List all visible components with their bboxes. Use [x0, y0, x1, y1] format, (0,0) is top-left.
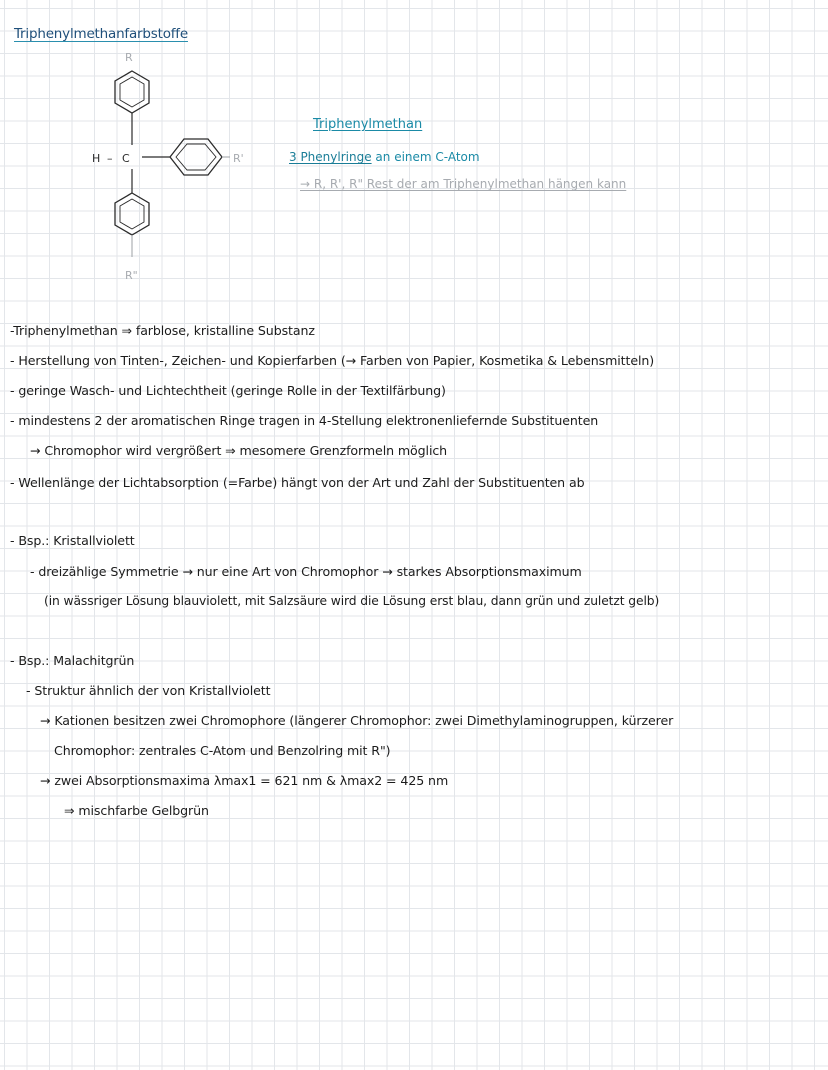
side-note-line2-part1: 3 Phenylringe — [289, 150, 372, 164]
example-heading-kristallviolett: - Bsp.: Kristallviolett — [10, 533, 135, 548]
text-line-4: - mindestens 2 der aromatischen Ringe tragen in 4-Stellung elektronenliefernde Substituenten — [10, 413, 599, 428]
text-line-15: ⇒ mischfarbe Gelbgrün — [64, 803, 209, 818]
phenyl-ring-top — [115, 71, 149, 113]
text-line-8: - dreizählige Symmetrie → nur eine Art von Chromophor → starkes Absorptionsmaximum — [30, 564, 582, 579]
bond-dash-1: – — [107, 152, 113, 165]
text-line-6: - Wellenlänge der Lichtabsorption (=Farbe) hängt von der Art und Zahl der Substituenten ab — [10, 475, 585, 490]
side-note-line2-part2: an einem C-Atom — [375, 150, 480, 164]
text-line-3: - geringe Wasch- und Lichtechtheit (geringe Rolle in der Textilfärbung) — [10, 383, 446, 398]
r-top-label: R — [125, 51, 133, 64]
phenyl-ring-right — [170, 139, 222, 175]
text-line-12: → Kationen besitzen zwei Chromophore (längerer Chromophor: zwei Dimethylaminogruppen, kürzerer — [40, 713, 674, 728]
side-note-phenyl-rings — [289, 150, 480, 164]
page-title: Triphenylmethanfarbstoffe — [14, 26, 188, 42]
text-line-1: -Triphenylmethan ⇒ farblose, kristalline Substanz — [10, 323, 315, 338]
example-heading-malachitgruen: - Bsp.: Malachitgrün — [10, 653, 135, 668]
phenyl-ring-bottom — [115, 193, 149, 235]
r-right-label: R' — [233, 152, 244, 165]
text-line-14: → zwei Absorptionsmaxima λmax1 = 621 nm & λmax2 = 425 nm — [40, 773, 449, 788]
side-note-rest: → R, R', R" Rest der am Triphenylmethan hängen kann — [300, 177, 627, 191]
h-label: H — [92, 152, 101, 165]
text-line-9: (in wässriger Lösung blauviolett, mit Salzsäure wird die Lösung erst blau, dann grün und zuletzt gelb) — [44, 594, 660, 608]
text-line-5: → Chromophor wird vergrößert ⇒ mesomere Grenzformeln möglich — [30, 443, 448, 458]
text-line-2: - Herstellung von Tinten-, Zeichen- und Kopierfarben (→ Farben von Papier, Kosmetika & Lebensmitteln) — [10, 353, 655, 368]
text-line-11: - Struktur ähnlich der von Kristallviolett — [26, 683, 271, 698]
r-bottom-label: R" — [125, 269, 138, 282]
side-note-title: Triphenylmethan — [313, 117, 423, 132]
text-line-13: Chromophor: zentrales C-Atom und Benzolring mit R") — [54, 743, 391, 758]
c-label: C — [122, 152, 130, 165]
triphenylmethane-structure — [80, 45, 270, 290]
